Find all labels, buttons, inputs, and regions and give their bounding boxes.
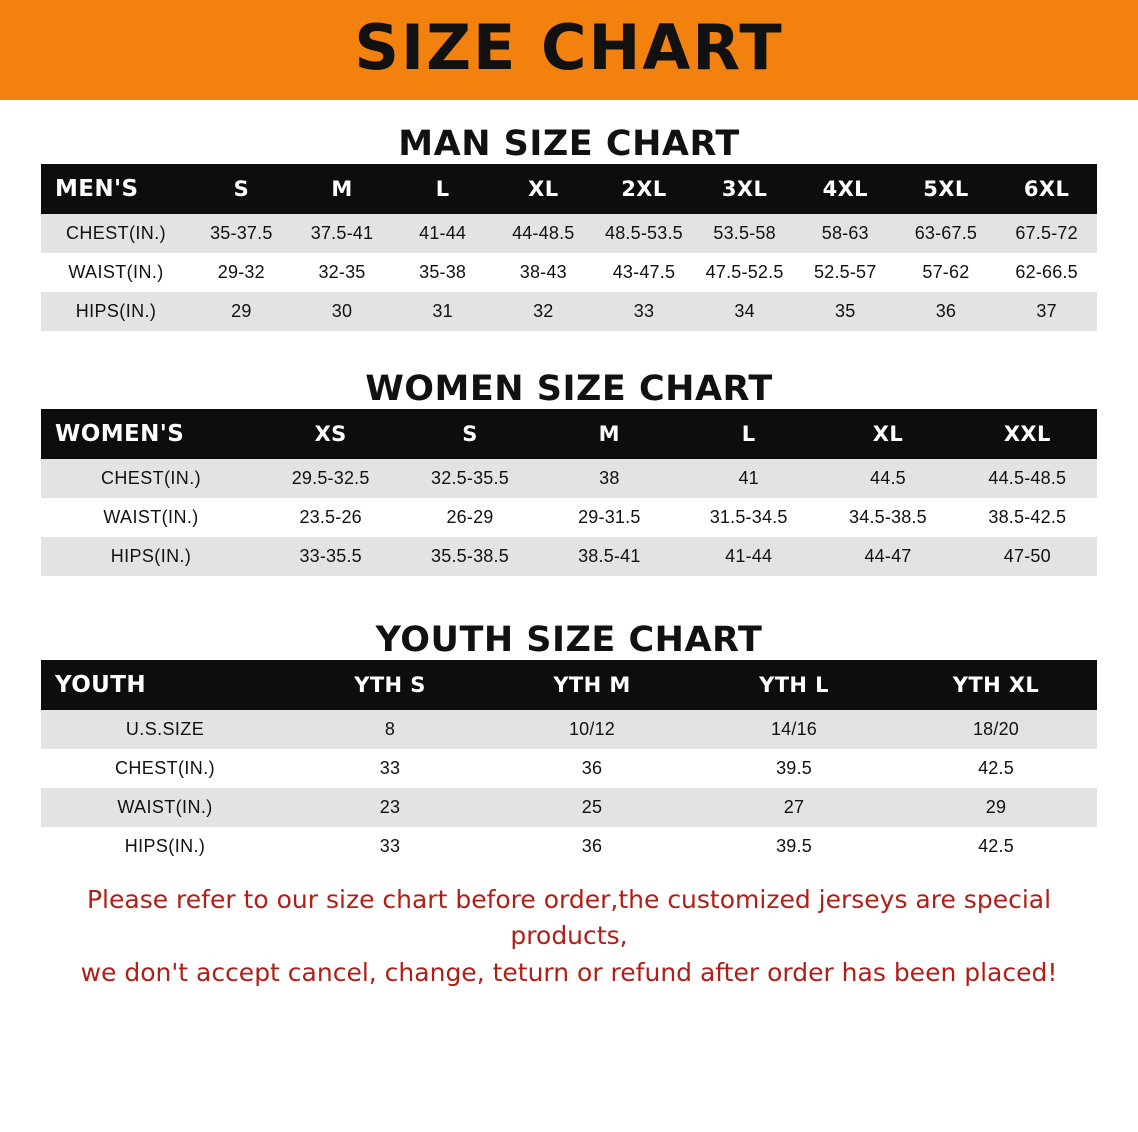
men-cell: 52.5-57 (795, 253, 896, 292)
women-cell: 34.5-38.5 (818, 498, 957, 537)
women-row-label: HIPS(IN.) (41, 537, 261, 576)
youth-column-header: YTH XL (895, 660, 1097, 710)
women-cell: 29.5-32.5 (261, 459, 400, 498)
youth-cell: 36 (491, 827, 693, 866)
order-policy-note (34, 882, 1104, 991)
men-table-corner-label: MEN'S (41, 164, 191, 214)
women-cell: 35.5-38.5 (400, 537, 539, 576)
youth-table-body (41, 710, 1097, 866)
men-cell: 32 (493, 292, 594, 331)
women-row-label: WAIST(IN.) (41, 498, 261, 537)
order-policy-note-line1: Please refer to our size chart before order,the customized jerseys are special products, (86, 885, 1052, 951)
youth-cell: 27 (693, 788, 895, 827)
men-cell: 36 (896, 292, 997, 331)
women-cell: 29-31.5 (540, 498, 679, 537)
youth-cell: 14/16 (693, 710, 895, 749)
women-table-body (41, 459, 1097, 576)
women-section-heading: WOMEN SIZE CHART (365, 369, 773, 409)
men-table-wrap (41, 164, 1097, 331)
table-row (41, 292, 1097, 331)
youth-cell: 25 (491, 788, 693, 827)
men-cell: 29-32 (191, 253, 292, 292)
women-cell: 31.5-34.5 (679, 498, 818, 537)
table-row (41, 788, 1097, 827)
men-section-heading: MAN SIZE CHART (398, 124, 740, 164)
women-row-label: CHEST(IN.) (41, 459, 261, 498)
women-column-header: L (679, 409, 818, 459)
men-cell: 57-62 (896, 253, 997, 292)
youth-cell: 33 (289, 749, 491, 788)
table-row (41, 710, 1097, 749)
men-cell: 32-35 (292, 253, 393, 292)
women-cell: 44.5-48.5 (958, 459, 1097, 498)
table-row (41, 827, 1097, 866)
men-row-label: HIPS(IN.) (41, 292, 191, 331)
men-column-header: 4XL (795, 164, 896, 214)
men-cell: 35-37.5 (191, 214, 292, 253)
table-row (41, 253, 1097, 292)
youth-cell: 29 (895, 788, 1097, 827)
women-column-header: XS (261, 409, 400, 459)
men-cell: 41-44 (392, 214, 493, 253)
youth-table-head (41, 660, 1097, 710)
women-cell: 26-29 (400, 498, 539, 537)
youth-size-table (41, 660, 1097, 866)
men-cell: 47.5-52.5 (694, 253, 795, 292)
youth-cell: 39.5 (693, 749, 895, 788)
men-cell: 35-38 (392, 253, 493, 292)
youth-cell: 18/20 (895, 710, 1097, 749)
men-cell: 38-43 (493, 253, 594, 292)
men-header-row (41, 164, 1097, 214)
women-cell: 38 (540, 459, 679, 498)
men-column-header: 5XL (896, 164, 997, 214)
women-table-head (41, 409, 1097, 459)
women-column-header: M (540, 409, 679, 459)
men-cell: 62-66.5 (996, 253, 1097, 292)
men-size-table (41, 164, 1097, 331)
men-cell: 53.5-58 (694, 214, 795, 253)
youth-table-corner-label: YOUTH (41, 660, 289, 710)
table-row (41, 749, 1097, 788)
youth-cell: 42.5 (895, 749, 1097, 788)
table-row (41, 459, 1097, 498)
men-cell: 58-63 (795, 214, 896, 253)
women-column-header: XXL (958, 409, 1097, 459)
women-cell: 41-44 (679, 537, 818, 576)
table-row (41, 498, 1097, 537)
men-cell: 37 (996, 292, 1097, 331)
men-cell: 44-48.5 (493, 214, 594, 253)
men-cell: 34 (694, 292, 795, 331)
women-cell: 38.5-41 (540, 537, 679, 576)
men-column-header: 2XL (594, 164, 695, 214)
youth-column-header: YTH L (693, 660, 895, 710)
women-cell: 41 (679, 459, 818, 498)
women-cell: 23.5-26 (261, 498, 400, 537)
youth-cell: 10/12 (491, 710, 693, 749)
men-row-label: CHEST(IN.) (41, 214, 191, 253)
women-cell: 44-47 (818, 537, 957, 576)
banner-title: SIZE CHART (354, 11, 784, 84)
youth-cell: 23 (289, 788, 491, 827)
men-cell: 43-47.5 (594, 253, 695, 292)
men-cell: 67.5-72 (996, 214, 1097, 253)
youth-column-header: YTH S (289, 660, 491, 710)
men-cell: 35 (795, 292, 896, 331)
youth-cell: 8 (289, 710, 491, 749)
men-cell: 30 (292, 292, 393, 331)
youth-cell: 36 (491, 749, 693, 788)
men-column-header: 3XL (694, 164, 795, 214)
men-row-label: WAIST(IN.) (41, 253, 191, 292)
youth-section-heading: YOUTH SIZE CHART (375, 620, 763, 660)
youth-cell: 42.5 (895, 827, 1097, 866)
order-policy-note-line2: we don't accept cancel, change, teturn or refund after order has been placed! (80, 957, 1058, 987)
banner (0, 0, 1138, 100)
women-column-header: XL (818, 409, 957, 459)
men-column-header: S (191, 164, 292, 214)
women-cell: 32.5-35.5 (400, 459, 539, 498)
women-table-wrap (41, 409, 1097, 576)
women-header-row (41, 409, 1097, 459)
women-table-corner-label: WOMEN'S (41, 409, 261, 459)
men-table-body (41, 214, 1097, 331)
youth-row-label: WAIST(IN.) (41, 788, 289, 827)
men-column-header: 6XL (996, 164, 1097, 214)
women-cell: 38.5-42.5 (958, 498, 1097, 537)
youth-column-header: YTH M (491, 660, 693, 710)
men-table-head (41, 164, 1097, 214)
youth-row-label: U.S.SIZE (41, 710, 289, 749)
men-column-header: M (292, 164, 393, 214)
men-cell: 48.5-53.5 (594, 214, 695, 253)
men-column-header: XL (493, 164, 594, 214)
youth-row-label: CHEST(IN.) (41, 749, 289, 788)
women-size-table (41, 409, 1097, 576)
youth-header-row (41, 660, 1097, 710)
youth-table-wrap (41, 660, 1097, 866)
men-cell: 31 (392, 292, 493, 331)
women-cell: 44.5 (818, 459, 957, 498)
women-column-header: S (400, 409, 539, 459)
youth-row-label: HIPS(IN.) (41, 827, 289, 866)
youth-cell: 39.5 (693, 827, 895, 866)
women-cell: 33-35.5 (261, 537, 400, 576)
table-row (41, 537, 1097, 576)
table-row (41, 214, 1097, 253)
women-cell: 47-50 (958, 537, 1097, 576)
men-cell: 29 (191, 292, 292, 331)
men-column-header: L (392, 164, 493, 214)
men-cell: 33 (594, 292, 695, 331)
men-cell: 63-67.5 (896, 214, 997, 253)
men-cell: 37.5-41 (292, 214, 393, 253)
youth-cell: 33 (289, 827, 491, 866)
